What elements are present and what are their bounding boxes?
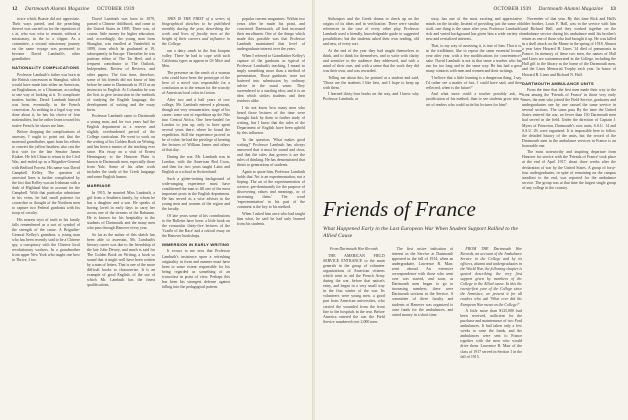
paragraph: After two and a half years of cow college, Mr. Lambuth entered a pleasant, though not very remunerative, stage of his career: some sort of expedition up the Nile into Central Africa. One here-landed for London to join up, only to have spent several years there, where he found the expedition. Still the experience proved to be of value: he had the privilege of hearing the lectures of William James and others of that day. bbox=[162, 96, 230, 153]
left-issue: OCTOBER 1939 bbox=[96, 6, 135, 12]
left-page bbox=[0, 0, 313, 420]
right-top-columns bbox=[323, 16, 522, 194]
paragraph: sixty, has one of the most exciting and appreciative minds on the faculty. Instead of providing just the same old stuff, one thing is the same after year, Professor Lambuth's rich and varied background has given him a wide variety of new and revitalized interests. bbox=[426, 16, 522, 42]
feature-column-2 bbox=[392, 246, 454, 414]
paragraph: That, to my way of assessing it, is true of him. That it is, in the trailblazer, like to repeat the same essential lecture year after year, with a few modifications for convenience's sake. David Lambuth is not in that sense a teacher who has run for too long and in the same way. He has had a great many contacts with men and women and their writings. bbox=[426, 42, 522, 74]
feature-byline: From Dartmouth War Records bbox=[329, 246, 378, 251]
paragraph: During the war, Mr. Lambuth was in London, with the American Red Cross, and then for two years taught Latin and English at a school in Switzerland. bbox=[162, 153, 230, 175]
paragraph: When I asked him once who had taught him what, he said he had only learned from his students. bbox=[237, 210, 305, 226]
left-column-1 bbox=[12, 16, 80, 414]
paragraph: 'I believe that a little learning is a dangerous thing, I say. I'd rather see a matter of fact, I could have said, and then reflected, when is the future?' bbox=[426, 74, 522, 90]
left-column-4 bbox=[237, 16, 305, 414]
paragraph: To the question, 'What makes good writing?' Professor Lambuth has always answered that it must be sound and clear, and that the rules that govern it are the rules of thinking. He has demonstrated that thesis to generations of students. bbox=[237, 136, 305, 168]
paragraph: THE AMERICAN FIELD SERVICE ENTRANCE to the main generals in the group of volunteer organizations of American citizens which went to aid the French Army during the war, before that nation's entry, and began in a very small way in the first winter of the war. Its volunteers were young men, a good part from American universities, who carried the wounded from the front line to the hospitals in the rear. Before America entered the war the Field Service numbered over 2,000 men. bbox=[323, 253, 385, 324]
section-heading: DARTMOUTH AMBULANCE UNITS bbox=[522, 80, 594, 86]
paragraph: The most noteworthy and inspiring departure from Hanover for service with the 'Friends of France' took place at the end of April 1917, about three weeks after the declaration of war by the United States. A group of forty-four undergraduates, in spite of remaining on the campus steadfast to the end, was reported for the ambulance service. The group was at that time the largest single group of any college in the country. bbox=[522, 149, 616, 190]
section-heading: MARRIAGE bbox=[87, 183, 111, 189]
feature-columns bbox=[323, 246, 522, 414]
paragraph: And what more could a teacher possibly ask, in justification of his method, than to see students grow into a set of readers who could write his lectures for him? bbox=[426, 91, 522, 107]
paragraph: I learned thirty-four books on the way, and I knew why Professor Lambuth, at bbox=[323, 91, 419, 102]
paragraph: The presence on the ranch of a woman who could have been the prototype of the hero of a novel was responsible for a conclusion as to the reason for the scarcity of American local color in fiction. bbox=[162, 69, 230, 96]
paragraph: David Lambuth was born in 1879, passed a Chinese childhood, and came to the United States in 1895. There was, of course, little money for higher education, and, accordingly, the young man from Shanghai, was enrolled at Vanderbilt in 1899, from which he graduated at 19, subsequently in Europe. Thereafter he was partisan editor of The Tar Heel, and a frequent contributor to The Outlook, Independent, Review of Reviews, and other papers. The first time, therefore, some of his friends did not know of him before he came to Dartmouth in 1913 as an instructor in English. At Columbia he was the first to give instruction in the methods of studying the English language, the development of writing and the essay form. bbox=[87, 16, 155, 112]
paragraph: popular current magazines. Within two years after he made his point, and convinced Dartmouth, all had increased their enrollment. One of the things which made this possible was that Professor Lambuth maintained that level of undergraduate interest over the years. bbox=[237, 16, 305, 52]
paragraph: A little more than $125,000 had been received, sufficient for the purchase and maintenance of two Ford ambulances. It had taken only a few weeks to raise the funds, and the ambulances were sent to France together with the men who would drive them. Lawrence R. Marr of the class of 1917 served in Section 1 in the fall of 1915. bbox=[460, 308, 523, 359]
right-magazine-title: Dartmouth Alumni Magazine bbox=[538, 6, 604, 12]
feature-subtitle: What Happened Early in the Last European War When Student Support Rallied to the Allied Cause bbox=[323, 226, 518, 239]
paragraph: Again to quote him, Professor Lambuth holds that 'Art is an experimentation, not a hoping. The art of the experimentation of science, pre-dominantly for the purpose of discovering values and meanings, or of increasing them.' The word 'experimentation' in his part of the comment is the key to his method. bbox=[237, 168, 305, 210]
paragraph: Telling me about this, he pointed at a student and said, 'Those are the students I like best, and I hope to keep up with them.' bbox=[323, 74, 419, 90]
paragraph: Of late years some of his contributions to the Bulletin have been: a little book on the vernacular thirty-five lectures of the 'Cradle of the Race' and a critical essay on the Hanover bookshops. bbox=[162, 212, 230, 238]
paragraph: November of that year. By this time Rick and Hall's older brother, Louis F. Hall, was in the service with him and Richard Hall, and they worked together on the ambulance service during his ambulance until his brother's return as one of those who had brought it up. He was killed in a shell attack on the Marne in the spring of 1918. Almost a year later Howard B. Lines '14 died of pneumonia in France. In memory of these two men, the names of Hall and Lines are commemorated in the College, including the Hall gift to the library as the home of the Dartmouth men, and the Lines Memorial Trophy each year. In honor of Howard B. Lines and Richard N. Hall. bbox=[522, 16, 616, 77]
left-running-head bbox=[12, 6, 134, 14]
left-magazine-title: Dartmouth Alumni Magazine bbox=[24, 6, 90, 12]
editor-intro: THIS IS THE FIRST of a series of biographical sketches to be published monthly during the year, describing the work and lives of faculty men at the height of their careers and influence in the College. bbox=[162, 16, 230, 47]
paragraph: It occurs to me now that Professor Lambuth's insistence upon a refreshing originality in form and manner must have been to some extent responsible for his being regarded as something of an iconoclast in point of view. Perhaps this has been his strongest defense against falling into the pedagogical pattern. bbox=[162, 248, 230, 289]
paragraph: At the end of the year they had taught themselves to think, and to think for themselves, and to write with clarity and sensitive to the audience they addressed, and with a mind of their own, and with a sense that the work they did was their own, and was rewarded. bbox=[323, 47, 419, 74]
paragraph: The first active indication of interest in the Service at Dartmouth appeared in the fall of 1914, when an undergraduate, Lawrence R. Marr, went abroad. An extensive correspondence with those who went over was started, and soon, as Dartmouth men began to go in increasing numbers, there were Dartmouth sections in the Service. A committee of three faculty and students at Hanover was organized to raise funds for the ambulances, and raised money in a short time. bbox=[391, 246, 454, 317]
right-page bbox=[315, 0, 628, 420]
paragraph: So far as the author of this sketch has been able to ascertain, Mr. Lambuth's literary career was due to the friendship of the late John Dewey, and much is said for The Golden Book on Writing, a book so sound that it might well have been written by a man of letters. That is one of the more difficult books to characterize. It is an example of good English, of the use of which Mr. Lambuth has the finest qualifications. bbox=[87, 231, 155, 288]
right-running-head bbox=[494, 6, 616, 14]
paragraph: In 1915, he married Miss Lambuth, a girl from a Southern family, by whom he has a daughter and a son. He speaks of having loved in early days to carry her across one of the streams of the Bahamas. He is known for his hospitality to the students of Dartmouth and the many men who pass through Hanover every year. bbox=[87, 189, 155, 231]
paragraph: Such a globe-trotting background of wide-ranging experience must have conditioned the man to fill one of the most important posts in the English department. He has served as a wise adviser to the young men and women of the region and the faculty. bbox=[162, 175, 230, 211]
feature-column-1 bbox=[323, 246, 385, 414]
section-heading: IMMERSION IN EARLY WRITING bbox=[162, 241, 230, 247]
right-column-3 bbox=[522, 16, 616, 414]
section-heading: NATIONALITY COMPLICATIONS bbox=[12, 65, 80, 71]
paragraph: ran a dairy ranch in the San Joaquin valley. There he had to cope with such California types as appear in Of Mice and Men. bbox=[162, 48, 230, 69]
feature-article bbox=[323, 198, 522, 414]
paragraph: From the time that the first men made their way to the front among the 'Friends of France' in those very early times, the men who joined the Field Service, graduates and undergraduates one by one caused the same service in several sections. The sums pass By the time the United States entered the war, no fewer than 150 Dartmouth men had served in the field. Under the direction of Captain J. Myers of Princeton, Dartmouth's own units, S.S.U. 14 and S.S.U. 29, were organized. It is impossible here to follow the detailed history of the units, but the record of the Dartmouth men in the ambulance services in France is an honorable one. bbox=[522, 87, 616, 148]
paragraph: Stokoupov and the Greek drama to check up on the origins of its ideas and in verification. There were similar references in the case of every other play. Professor Lambuth used a friendly, knowledgeable guide to suggested possibilities; but the students asked their own reading, old and new, of every sort. bbox=[323, 16, 419, 47]
paragraph: When I referred to Grandfather Kelley's capture of the gunboats as typical of Professor Lambuth's teaching, I meant to imply something more than a method of presentation. Those gunboats were not battered into submission by ordinary advice in the usual sense. They surrendered to a startling idea; and it is an idea which strikes students and their teachers alike. bbox=[237, 52, 305, 104]
paragraph: twice which Boasie did not appreciate. Their ways parted, and the preaching thereof was carried on for the repetition of s at, who was wise to remain, without a missionary, in the to a clipper. As a committee, a second missionary journey on the same voyage was promoted to become David Lambuth's other grandfather. bbox=[12, 16, 80, 62]
paragraph: Before dropping the complications of ancestry, I ought to point out that the maternal grandfather, apart from his efforts to convert the yellow heathen, also cast the first vote for the late Senator James Kiakee. He left China to return to the Civil War, and ended up as a Brigadier-General with Bedford Forrest. His name was David Campbell Kelley. The question of ancestral lines is further complicated by the fact that Kelley was an Irishman with a dash of Highland blue in account for the Campbell. With that particular admixture in his veins, he had small patience for cowardice or thought of the Northern men to capture two Federal gunboats with his troop of cavalry. bbox=[12, 129, 80, 215]
paragraph: Professor Lambuth's father was born in the British concession in Shanghai, which would have made him either an American, an Englishman, or a Chinaman, according to one way of looking at it. To complicate matters further, David Lambuth himself was born, eventually, in the French concession. As nothing in a legal way was done about it, he has his choice of four nationalities, but he rather leans toward his native French, he shows me later. bbox=[12, 72, 80, 128]
left-column-2 bbox=[87, 16, 155, 414]
paragraph: I do not know how many men who heard those lectures of the time were brought back by them to further study of writing, but I know that the rules of the Department of English have been upheld by this influence. bbox=[237, 104, 305, 136]
right-column-2 bbox=[426, 16, 522, 194]
right-page-number: 13 bbox=[610, 6, 616, 12]
right-issue: OCTOBER 1939 bbox=[493, 6, 532, 12]
feature-column-3 bbox=[460, 246, 522, 414]
feature-editor-note: FROM THE Dartmouth War Records, an account of the Ambulance Service in the College and by its officers, alumni and undergraduates in the World War, the following chapter is quoted describing the very first support given by members of the College to the Allied cause. In this the twenty-first year of the College since the Armistice, we present it for all readers who ask 'What ever did the European War mean on the College?' bbox=[460, 246, 523, 307]
feature-title: Friends of France bbox=[323, 197, 476, 221]
left-column-3 bbox=[162, 16, 230, 414]
right-column-1 bbox=[323, 16, 419, 194]
paragraph: Professor Lambuth came to Dartmouth a young man, and for two years had the English department in a reserve and slightly overburdened period of the College curriculum. He went to work on the writing of his Golden Book on Writing, and has been a master of the teaching ever since. His essay on a visit of Ernest Hemingway to the Hanover Plain is known to Dartmouth men, especially those from Yale. Some of his other work includes the study of the Creek language and some English humor. bbox=[87, 113, 155, 180]
left-page-number: 12 bbox=[12, 6, 18, 12]
left-columns bbox=[12, 16, 305, 414]
paragraph: His nearest tryst of truth to his family falls remembered as a sort of symbol of the strength of the cause. A Brigadier-General Kelley's grandson, a young man who has been recently said to be a Chinese spy, a conspiracy with the Chinese local revolutionary workers. In a grandmother from upper New York who taught one how to Thrive, I too. bbox=[12, 216, 80, 262]
